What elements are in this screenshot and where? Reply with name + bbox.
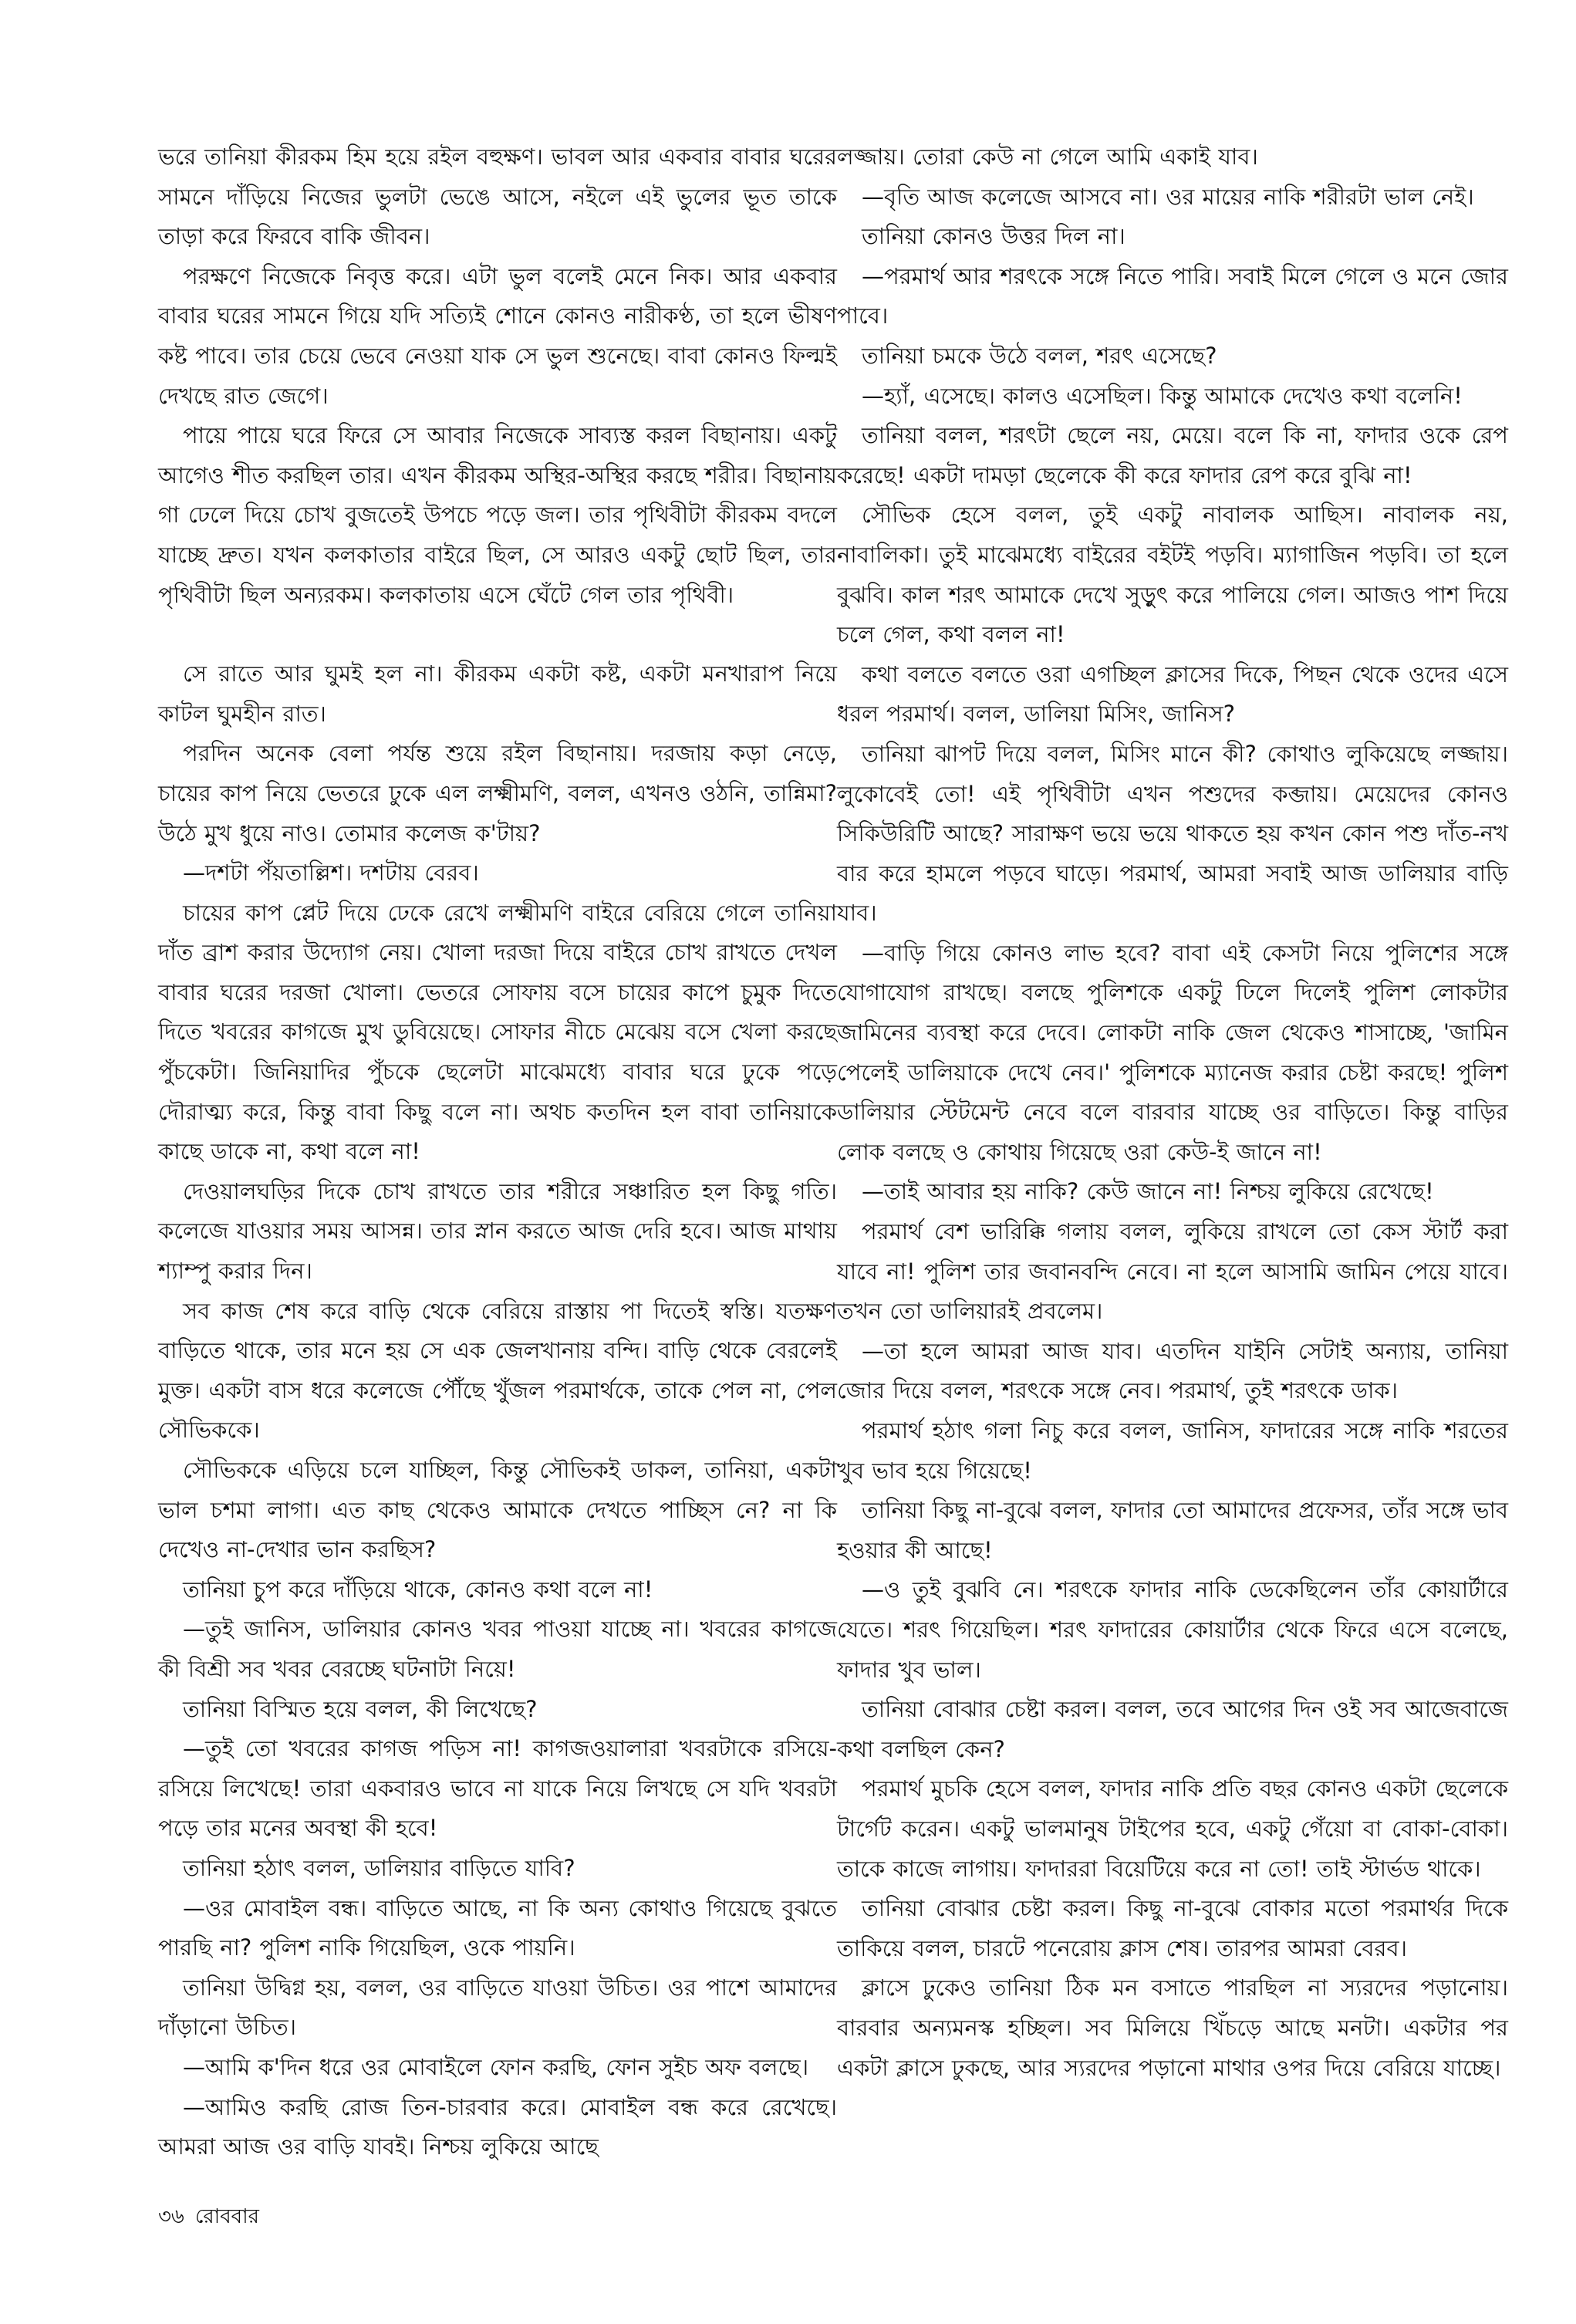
paragraph: পায়ে পায়ে ঘরে ফিরে সে আবার নিজেকে সাব্যস্ত করল বিছানায়। একটু আগেও শীত করছিল তার। এখন কীরকম অস্থির-অস্থির করছে শরীর। বিছানায় গা ঢেলে দিয়ে চোখ বুজতেই উপচে পড়ে জল। তার পৃথিবীটা কীরকম বদলে যাচ্ছে দ্রুত। যখন কলকাতার বাইরে ছিল, সে আরও একটু ছোট ছিল, তার পৃথিবীটা ছিল অন্যরকম। কলকাতায় এসে ঘেঁটে গেল তার পৃথিবী। xyxy=(158,422,837,608)
paragraph: —ওর মোবাইল বন্ধ। বাড়িতে আছে, না কি অন্য কোথাও গিয়েছে বুঝতে পারছি না? পুলিশ নাকি গিয়েছিল, ওকে পায়নি। xyxy=(158,1894,837,1961)
paragraph: —দশটা পঁয়তাল্লিশ। দশটায় বেরব। xyxy=(183,860,479,887)
paragraph: তানিয়া উদ্বিগ্ন হয়, বলল, ওর বাড়িতে যাওয়া উচিত। ওর পাশে আমাদের দাঁড়ানো উচিত। xyxy=(158,1974,837,2041)
paragraph: তানিয়া কোনও উত্তর দিল না। xyxy=(862,223,1125,250)
paragraph: চায়ের কাপ প্লেট দিয়ে ঢেকে রেখে লক্ষ্মীমণি বাইরে বেরিয়ে গেলে তানিয়া দাঁত ব্রাশ করার উদ্যোগ নেয়। খোলা দরজা দিয়ে বাইরে চোখ রাখতে দেখল বাবার ঘরের দরজা খোলা। ভেতরে সোফায় বসে চায়ের কাপে চুমুক দিতে দিতে খবরের কাগজে মুখ ডুবিয়েছে। সোফার নীচে মেঝেয় বসে খেলা করছে পুঁচকেটা। জিনিয়াদির পুঁচকে ছেলেটা মাঝেমধ্যে বাবার ঘরে ঢুকে পড়ে দৌরাত্ম্য করে, কিন্তু বাবা কিছু বলে না। অথচ কতদিন হল বাবা তানিয়াকে কাছে ডাকে না, কথা বলে না! xyxy=(158,899,837,1165)
paragraph: তানিয়া বোঝার চেষ্টা করল। বলল, তবে আগের দিন ওই সব আজেবাজে কথা বলছিল কেন? xyxy=(837,1696,1508,1762)
paragraph: সৌভিককে এড়িয়ে চলে যাচ্ছিল, কিন্তু সৌভিকই ডাকল, তানিয়া, একটা ভাল চশমা লাগা। এত কাছ থেকেও আমাকে দেখতে পাচ্ছিস নে? না কি দেখেও না-দেখার ভান করছিস? xyxy=(158,1457,837,1563)
paragraph: —তুই তো খবরের কাগজ পড়িস না! কাগজওয়ালারা খবরটাকে রসিয়ে-রসিয়ে লিখেছে! তারা একবারও ভাবে না যাকে নিয়ে লিখছে সে যদি খবরটা পড়ে তার মনের অবস্থা কী হবে! xyxy=(158,1735,837,1842)
paragraph: তানিয়া চমকে উঠে বলল, শরৎ এসেছে? xyxy=(862,342,1217,369)
paragraph: সব কাজ শেষ করে বাড়ি থেকে বেরিয়ে রাস্তায় পা দিতেই স্বস্তি। যতক্ষণ বাড়িতে থাকে, তার মনে হয় সে এক জেলখানায় বন্দি। বাড়ি থেকে বেরলেই মুক্ত। একটা বাস ধরে কলেজে পৌঁছে খুঁজল পরমার্থকে, তাকে পেল না, পেল সৌভিককে। xyxy=(158,1297,837,1444)
paragraph: পরমার্থ বেশ ভারিক্কি গলায় বলল, লুকিয়ে রাখলে তো কেস স্টার্ট করা যাবে না! পুলিশ তার জবানবন্দি নেবে। না হলে আসামি জামিন পেয়ে যাবে। তখন তো ডালিয়ারই প্রবলেম। xyxy=(837,1218,1508,1325)
paragraph: —ও তুই বুঝবি নে। শরৎকে ফাদার নাকি ডেকেছিলেন তাঁর কোয়ার্টারে যেতে। শরৎ গিয়েছিল। শরৎ ফাদারের কোয়ার্টার থেকে ফিরে এসে বলেছে, ফাদার খুব ভাল। xyxy=(837,1576,1508,1683)
paragraph: সে রাতে আর ঘুমই হল না। কীরকম একটা কষ্ট, একটা মনখারাপ নিয়ে কাটল ঘুমহীন রাত। xyxy=(158,660,837,727)
paragraph: তানিয়া ঝাপট দিয়ে বলল, মিসিং মানে কী? কোথাও লুকিয়েছে লজ্জায়। লুকোবেই তো! এই পৃথিবীটা এখন পশুদের কব্জায়। মেয়েদের কোনও সিকিউরিটি আছে? সারাক্ষণ ভয়ে ভয়ে থাকতে হয় কখন কোন পশু দাঁত-নখ বার করে হামলে পড়বে ঘাড়ে। পরমার্থ, আমরা সবাই আজ ডালিয়ার বাড়ি যাব। xyxy=(837,740,1508,927)
paragraph: —তুই জানিস, ডালিয়ার কোনও খবর পাওয়া যাচ্ছে না। খবরের কাগজে কী বিশ্রী সব খবর বেরচ্ছে ঘটনাটা নিয়ে! xyxy=(158,1616,837,1682)
left-column xyxy=(158,137,837,2167)
paragraph: পরদিন অনেক বেলা পর্যন্ত শুয়ে রইল বিছানায়। দরজায় কড়া নেড়ে, চায়ের কাপ নিয়ে ভেতরে ঢুকে এল লক্ষ্মীমণি, বলল, এখনও ওঠনি, তান্নিমা? উঠে মুখ ধুয়ে নাও। তোমার কলেজ ক'টায়? xyxy=(158,740,837,846)
paragraph: পরমার্থ হঠাৎ গলা নিচু করে বলল, জানিস, ফাদারের সঙ্গে নাকি শরতের খুব ভাব হয়ে গিয়েছে! xyxy=(837,1417,1508,1484)
paragraph: —বাড়ি গিয়ে কোনও লাভ হবে? বাবা এই কেসটা নিয়ে পুলিশের সঙ্গে যোগাযোগ রাখছে। বলছে পুলিশকে একটু ঢিলে দিলেই পুলিশ লোকটার জামিনের ব্যবস্থা করে দেবে। লোকটা নাকি জেল থেকেও শাসাচ্ছে, 'জামিন পেলেই ডালিয়াকে দেখে নেব।' পুলিশকে ম্যানেজ করার চেষ্টা করছে! পুলিশ ডালিয়ার স্টেটমেন্ট নেবে বলে বারবার যাচ্ছে ওর বাড়িতে। কিন্তু বাড়ির লোক বলছে ও কোথায় গিয়েছে ওরা কেউ-ই জানে না! xyxy=(837,939,1508,1165)
paragraph: —হ্যাঁ, এসেছে। কালও এসেছিল। কিন্তু আমাকে দেখেও কথা বলেনি! xyxy=(862,382,1463,409)
paragraph: —পরমার্থ আর শরৎকে সঙ্গে নিতে পারি। সবাই মিলে গেলে ও মনে জোর পাবে। xyxy=(837,262,1508,329)
paragraph: তানিয়া কিছু না-বুঝে বলল, ফাদার তো আমাদের প্রফেসর, তাঁর সঙ্গে ভাব হওয়ার কী আছে! xyxy=(837,1497,1508,1563)
paragraph: ভরে তানিয়া কীরকম হিম হয়ে রইল বহুক্ষণ। ভাবল আর একবার বাবার ঘরের সামনে দাঁড়িয়ে নিজের ভুলটা ভেঙে আসে, নইলে এই ভুলের ভূত তাকে তাড়া করে ফিরবে বাকি জীবন। xyxy=(158,144,837,250)
paragraph: তানিয়া বলল, শরৎটা ছেলে নয়, মেয়ে। বলে কি না, ফাদার ওকে রেপ করেছে! একটা দামড়া ছেলেকে কী করে ফাদার রেপ করে বুঝি না! xyxy=(837,422,1508,488)
paragraph: লজ্জায়। তোরা কেউ না গেলে আমি একাই যাব। xyxy=(837,144,1258,170)
paragraph: তানিয়া বিস্মিত হয়ে বলল, কী লিখেছে? xyxy=(183,1695,538,1722)
paragraph: সৌভিক হেসে বলল, তুই একটু নাবালক আছিস। নাবালক নয়, নাবালিকা। তুই মাঝেমধ্যে বাইরের বইটই পড়বি। ম্যাগাজিন পড়বি। তা হলে বুঝবি। কাল শরৎ আমাকে দেখে সুড়ুৎ করে পালিয়ে গেল। আজও পাশ দিয়ে চলে গেল, কথা বলল না! xyxy=(837,502,1508,648)
paragraph: —আমি ক'দিন ধরে ওর মোবাইলে ফোন করছি, ফোন সুইচ অফ বলছে। xyxy=(183,2053,809,2080)
paragraph: —বৃতি আজ কলেজে আসবে না। ওর মায়ের নাকি শরীরটা ভাল নেই। xyxy=(862,183,1474,210)
paragraph: পরমার্থ মুচকি হেসে বলল, ফাদার নাকি প্রতি বছর কোনও একটা ছেলেকে টার্গেট করেন। একটু ভালমানুষ টাইপের হবে, একটু গেঁয়ো বা বোকা-বোকা। তাকে কাজে লাগায়। ফাদাররা বিয়েটিয়ে করে না তো! তাই স্টার্ভড থাকে। xyxy=(837,1775,1508,1882)
paragraph: তানিয়া চুপ করে দাঁড়িয়ে থাকে, কোনও কথা বলে না! xyxy=(183,1576,653,1603)
paragraph: পরক্ষণে নিজেকে নিবৃত্ত করে। এটা ভুল বলেই মেনে নিক। আর একবার বাবার ঘরের সামনে গিয়ে যদি সত্যিই শোনে কোনও নারীকণ্ঠ, তা হলে ভীষণ কষ্ট পাবে। তার চেয়ে ভেবে নেওয়া যাক সে ভুল শুনেছে। বাবা কোনও ফিল্মই দেখছে রাত জেগে। xyxy=(158,262,837,409)
paragraph: তানিয়া হঠাৎ বলল, ডালিয়ার বাড়িতে যাবি? xyxy=(183,1854,575,1881)
paragraph: —তাই আবার হয় নাকি? কেউ জানে না! নিশ্চয় লুকিয়ে রেখেছে! xyxy=(862,1178,1434,1205)
paragraph: —তা হলে আমরা আজ যাব। এতদিন যাইনি সেটাই অন্যায়, তানিয়া জোর দিয়ে বলল, শরৎকে সঙ্গে নেব। পরমার্থ, তুই শরৎকে ডাক। xyxy=(837,1337,1508,1404)
paragraph: —আমিও করছি রোজ তিন-চারবার করে। মোবাইল বন্ধ করে রেখেছে। আমরা আজ ওর বাড়ি যাবই। নিশ্চয় লুকিয়ে আছে xyxy=(158,2093,837,2160)
page-number: ৩৬ xyxy=(158,2205,184,2228)
paragraph: তানিয়া বোঝার চেষ্টা করল। কিছু না-বুঝে বোকার মতো পরমার্থর দিকে তাকিয়ে বলল, চারটে পনেরোয় ক্লাস শেষ। তারপর আমরা বেরব। xyxy=(837,1895,1508,1961)
magazine-name: রোববার xyxy=(194,2205,259,2228)
paragraph: কথা বলতে বলতে ওরা এগচ্ছিল ক্লাসের দিকে, পিছন থেকে ওদের এসে ধরল পরমার্থ। বলল, ডালিয়া মিসিং, জানিস? xyxy=(837,660,1508,728)
page-footer xyxy=(158,2203,259,2231)
right-column xyxy=(837,137,1508,2088)
paragraph: ক্লাসে ঢুকেও তানিয়া ঠিক মন বসাতে পারছিল না স্যরদের পড়ানোয়। বারবার অন্যমনস্ক হচ্ছিল। সব মিলিয়ে খিঁচড়ে আছে মনটা। একটার পর একটা ক্লাসে ঢুকছে, আর স্যরদের পড়ানো মাথার ওপর দিয়ে বেরিয়ে যাচ্ছে। xyxy=(837,1974,1508,2081)
paragraph: দেওয়ালঘড়ির দিকে চোখ রাখতে তার শরীরে সঞ্চারিত হল কিছু গতি। কলেজে যাওয়ার সময় আসন্ন। তার স্নান করতে আজ দেরি হবে। আজ মাথায় শ্যাম্পু করার দিন। xyxy=(158,1177,837,1285)
